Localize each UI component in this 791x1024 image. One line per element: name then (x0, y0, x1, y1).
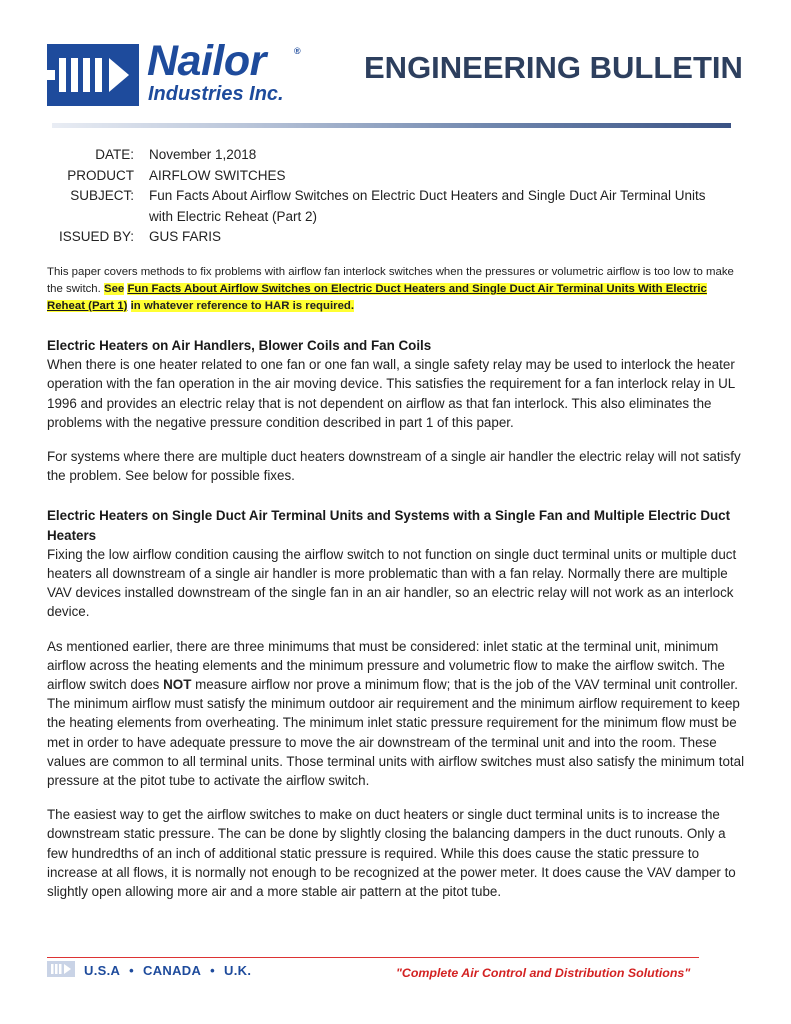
intro-see: See (103, 283, 125, 295)
date-label: DATE: (95, 147, 134, 162)
paragraph-text: As mentioned earlier, there are three minimums that must be considered: inlet static at the terminal unit, minimum airflow across the heating elements and the minimum pressure and volumetric flow to make the airflow switch. The airflow switch does (47, 638, 725, 693)
issued-label: ISSUED BY: (58, 229, 134, 244)
part1-reference-link[interactable]: Fun Facts About Airflow Switches on Electric Duct Heaters and Single Duct Air Terminal Units With Electric Reheat (Part 1) (47, 283, 707, 312)
intro-text: This paper covers methods to fix problems with airflow fan interlock switches when the pressures or volumetric airflow is too low to make the switch. (47, 266, 734, 295)
meta-subject-row (47, 186, 747, 227)
section-paragraph: For systems where there are multiple duct heaters downstream of a single air handler the electric relay will not satisfy the problem. See below for possible fixes. (47, 449, 741, 484)
subject-label: SUBJECT: (70, 188, 134, 203)
country-usa: U.S.A (84, 963, 121, 978)
section-paragraph (47, 637, 747, 791)
subject-value: Fun Facts About Airflow Switches on Electric Duct Heaters and Single Duct Air Terminal Units with Electric Reheat (Part 2) (149, 188, 706, 224)
emphasis-not: NOT (163, 677, 192, 693)
issued-value: GUS FARIS (149, 229, 222, 244)
footer-countries (84, 963, 251, 978)
section-heading-air-handlers: Electric Heaters on Air Handlers, Blower Coils and Fan Coils (47, 338, 432, 353)
paragraph-text: measure airflow nor prove a minimum flow; that is the job of the VAV terminal unit controller. The minimum airflow must satisfy the minimum outdoor air requirement and the minimum airflow requirement to keep the heating elements from overheating. The minimum inlet static pressure requirement for the minimum flow must be met in order to have adequate pressure to move the air downstream of the terminal unit and into the room. These values are common to all terminal units. Those terminal units with airflow switches must also satisfy the minimum total pressure at the pitot tube to activate the airflow switch. (47, 677, 745, 789)
meta-issued-row (47, 227, 747, 248)
company-logo (47, 37, 307, 108)
country-canada: CANADA (143, 963, 202, 978)
section-heading-single-duct: Electric Heaters on Single Duct Air Terminal Units and Systems with a Single Fan and Multiple Electric Duct Heaters (47, 508, 731, 543)
section-paragraph: The easiest way to get the airflow switches to make on duct heaters or single duct terminal units is to increase the downstream static pressure. The can be done by slightly closing the balancing dampers in the duct runouts. Only a few hundredths of an inch of additional static pressure is required. While this does cause the static pressure to increase at all flows, it is normally not enough to be recognized at the power meter. It does cause the VAV damper to slightly open allowing more air and a more stable air pattern at the pitot tube. (47, 807, 736, 900)
meta-date-row (47, 145, 747, 166)
intro-tail: in whatever reference to HAR is required. (130, 300, 355, 312)
header-divider (52, 123, 731, 128)
logo-subtitle: Industries Inc. (148, 83, 284, 105)
intro-paragraph (47, 264, 747, 315)
nailor-footer-logo-icon (47, 961, 75, 977)
section-paragraph: Fixing the low airflow condition causing the airflow switch to not function on single duct terminal units or multiple duct heaters all downstream of a single air handler is more problematic than with a fan relay. Normally there are multiple VAV devices installed downstream of the single fan in an air handler, so an electric relay will not work as an interlock device. (47, 546, 737, 620)
footer-divider (47, 957, 699, 958)
logo-wordmark: Nailor (147, 37, 266, 85)
meta-product-row (47, 166, 747, 187)
section-paragraph: When there is one heater related to one fan or one fan wall, a single safety relay may be used to interlock the heater operation with the fan operation in the air moving device. This satisfies the requirement for a fan interlock relay in UL 1996 and provides an electric relay that is not dependent on airflow as that fan interlock. This also eliminates the problems with the negative pressure condition described in part 1 of this paper. (47, 357, 735, 430)
bulletin-title: ENGINEERING BULLETIN (364, 50, 743, 85)
country-uk: U.K. (224, 963, 252, 978)
product-value: AIRFLOW SWITCHES (149, 167, 286, 183)
bulletin-meta (47, 145, 747, 248)
bullet-separator: • (210, 963, 216, 978)
date-value: November 1,2018 (149, 147, 257, 162)
bulletin-body (47, 264, 747, 901)
registered-mark: ® (294, 46, 301, 56)
nailor-logo-icon (47, 44, 139, 106)
footer-slogan: "Complete Air Control and Distribution Solutions" (396, 966, 691, 980)
bullet-separator: • (129, 963, 135, 978)
product-label: PRODUCT (67, 167, 134, 183)
